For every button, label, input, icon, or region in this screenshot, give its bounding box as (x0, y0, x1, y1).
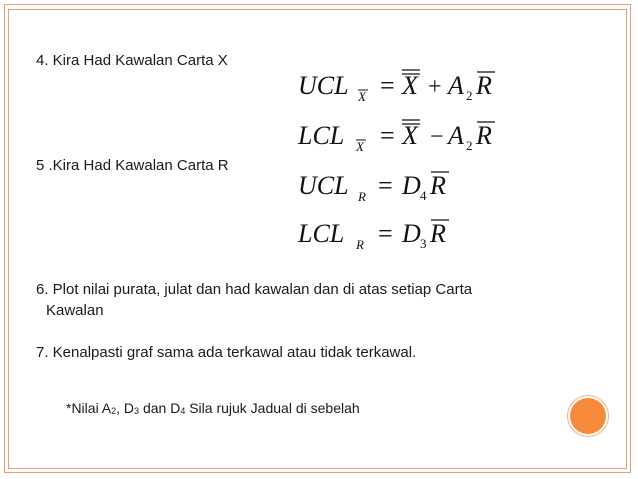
svg-text:X: X (356, 139, 364, 154)
svg-text:A: A (448, 71, 464, 100)
svg-text:=: = (380, 71, 395, 100)
step-6-line-2: Kawalan (46, 302, 104, 319)
formula-lcl-x (297, 120, 495, 154)
step-7-text: 7. Kenalpasti graf sama ada terkawal atau tidak terkawal. (36, 344, 417, 361)
svg-text:R: R (356, 237, 364, 250)
control-limit-formulas (296, 58, 506, 250)
formula-ucl-x (298, 70, 495, 104)
step-5-text: 5 .Kira Had Kawalan Carta R (36, 157, 229, 174)
svg-text:A: A (448, 121, 464, 150)
step-6-text (36, 279, 472, 321)
svg-text:2: 2 (466, 88, 473, 103)
svg-text:R: R (430, 219, 446, 248)
svg-text:LCL: LCL (298, 219, 345, 248)
svg-text:D: D (402, 219, 421, 248)
svg-text:2: 2 (466, 138, 473, 153)
step-6-line-1: 6. Plot nilai purata, julat dan had kawalan dan di atas setiap Carta (36, 281, 473, 298)
svg-text:=: = (380, 121, 395, 150)
svg-text:+: + (428, 74, 442, 100)
svg-text:3: 3 (420, 236, 427, 250)
svg-text:UCL: UCL (298, 71, 349, 100)
svg-text:=: = (378, 219, 393, 248)
svg-text:R: R (476, 121, 492, 150)
svg-text:−: − (430, 124, 444, 150)
svg-text:R: R (358, 189, 366, 204)
note-text: *Nilai $A_2$, $D_3$ dan $D_4$ Sila rujuk Jadual di sebelah (66, 400, 360, 416)
svg-text:R: R (476, 71, 492, 100)
svg-text:UCL: UCL (298, 171, 349, 200)
svg-text:=: = (378, 171, 393, 200)
svg-text:D: D (402, 171, 421, 200)
step-4-text: 4. Kira Had Kawalan Carta X (36, 52, 228, 69)
svg-text:X: X (358, 89, 366, 104)
svg-text:X: X (402, 121, 418, 150)
svg-text:LCL: LCL (298, 121, 345, 150)
formula-ucl-r (298, 171, 449, 204)
svg-text:R: R (430, 171, 446, 200)
svg-text:4: 4 (420, 188, 427, 203)
decorative-circle (570, 398, 606, 434)
formula-lcl-r (297, 219, 449, 250)
svg-text:X: X (402, 71, 418, 100)
